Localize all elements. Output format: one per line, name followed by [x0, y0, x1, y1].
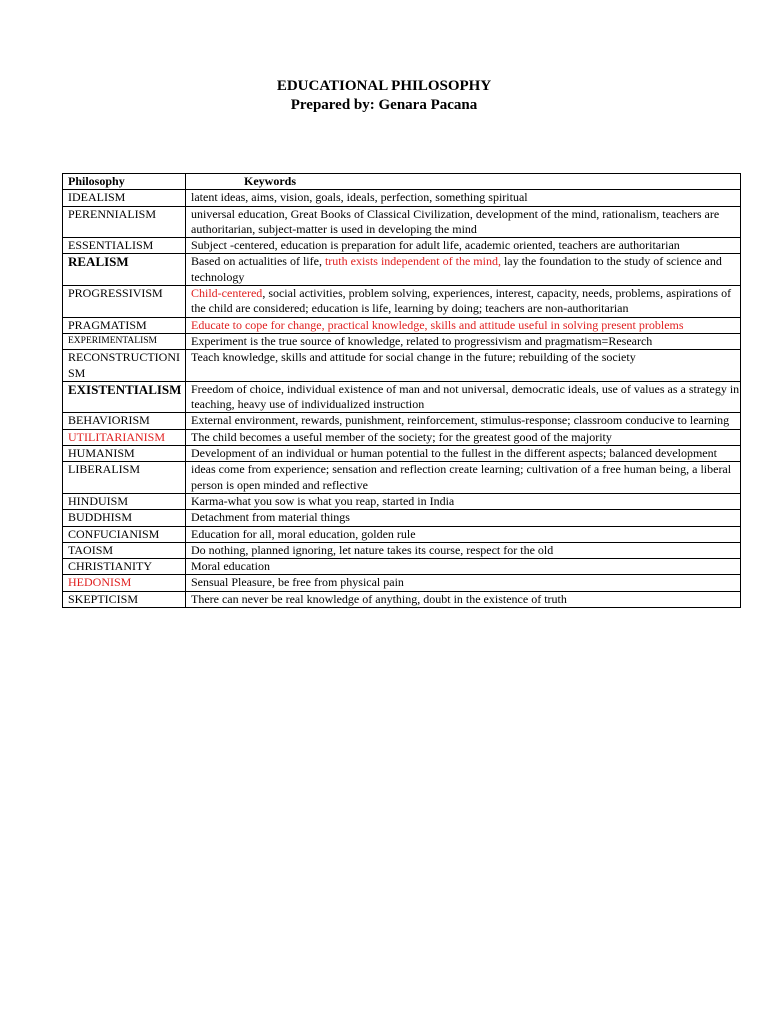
column-header-philosophy: Philosophy	[63, 174, 186, 190]
philosophy-name: BUDDHISM	[63, 510, 186, 526]
philosophy-name: PROGRESSIVISM	[63, 286, 186, 318]
table-row	[63, 559, 741, 575]
philosophy-name: LIBERALISM	[63, 462, 186, 494]
philosophy-keywords: Education for all, moral education, golden rule	[186, 526, 741, 542]
philosophy-name: SKEPTICISM	[63, 591, 186, 607]
philosophy-name: PERENNIALISM	[63, 206, 186, 238]
philosophy-name: BEHAVIORISM	[63, 413, 186, 429]
table-header-row	[63, 174, 741, 190]
philosophy-keywords: Detachment from material things	[186, 510, 741, 526]
philosophy-name: IDEALISM	[63, 190, 186, 206]
table-row	[63, 493, 741, 509]
philosophy-keywords: External environment, rewards, punishment, reinforcement, stimulus-response; classroom conducive to learning	[186, 413, 741, 429]
philosophy-keywords: Experiment is the true source of knowledge, related to progressivism and pragmatism=Research	[186, 333, 741, 349]
table-row	[63, 429, 741, 445]
table-row	[63, 510, 741, 526]
philosophy-keywords: There can never be real knowledge of anything, doubt in the existence of truth	[186, 591, 741, 607]
philosophy-name: REALISM	[63, 254, 186, 286]
philosophy-keywords: Development of an individual or human potential to the fullest in the different aspects; balanced development	[186, 446, 741, 462]
table-row	[63, 413, 741, 429]
philosophy-name: TAOISM	[63, 542, 186, 558]
document-subtitle: Prepared by: Genara Pacana	[290, 97, 478, 113]
philosophy-keywords: Educate to cope for change, practical knowledge, skills and attitude useful in solving present problems	[186, 317, 741, 333]
philosophy-name: PRAGMATISM	[63, 317, 186, 333]
table-row	[63, 333, 741, 349]
philosophy-keywords: Freedom of choice, individual existence of man and not universal, democratic ideals, use of values as a strategy in teaching, heavy use of individualized instruction	[186, 381, 741, 413]
table-row	[63, 254, 741, 286]
table-row	[63, 206, 741, 238]
table-row	[63, 317, 741, 333]
philosophy-table	[62, 173, 741, 608]
table-row	[63, 575, 741, 591]
philosophy-name: HINDUISM	[63, 493, 186, 509]
philosophy-name: CHRISTIANITY	[63, 559, 186, 575]
philosophy-name: HUMANISM	[63, 446, 186, 462]
table-row	[63, 542, 741, 558]
table-row	[63, 238, 741, 254]
philosophy-name: EXPERIMENTALISM	[63, 333, 186, 349]
table-row	[63, 462, 741, 494]
table-row	[63, 446, 741, 462]
philosophy-keywords: Child-centered, social activities, problem solving, experiences, interest, capacity, needs, problems, aspirations of the child are considered; education is life, learning by doing; teachers are non-authoritarian	[186, 286, 741, 318]
philosophy-keywords: ideas come from experience; sensation and reflection create learning; cultivation of a free human being, a liberal person is open minded and reflective	[186, 462, 741, 494]
philosophy-keywords: Karma-what you sow is what you reap, started in India	[186, 493, 741, 509]
table-row	[63, 350, 741, 382]
philosophy-keywords: Moral education	[186, 559, 741, 575]
table-row	[63, 381, 741, 413]
table-row	[63, 190, 741, 206]
philosophy-keywords: latent ideas, aims, vision, goals, ideals, perfection, something spiritual	[186, 190, 741, 206]
philosophy-name: HEDONISM	[63, 575, 186, 591]
table-row	[63, 526, 741, 542]
philosophy-name: EXISTENTIALISM	[63, 381, 186, 413]
table-row	[63, 286, 741, 318]
philosophy-keywords: Teach knowledge, skills and attitude for social change in the future; rebuilding of the society	[186, 350, 741, 382]
philosophy-name: RECONSTRUCTIONISM	[63, 350, 186, 382]
philosophy-name: UTILITARIANISM	[63, 429, 186, 445]
document-title: EDUCATIONAL PHILOSOPHY	[276, 78, 492, 94]
philosophy-name: ESSENTIALISM	[63, 238, 186, 254]
philosophy-keywords: Based on actualities of life, truth exists independent of the mind, lay the foundation to the study of science and technology	[186, 254, 741, 286]
philosophy-keywords: Do nothing, planned ignoring, let nature takes its course, respect for the old	[186, 542, 741, 558]
philosophy-keywords: universal education, Great Books of Classical Civilization, development of the mind, rationalism, teachers are authoritarian, subject-matter is used in developing the mind	[186, 206, 741, 238]
philosophy-name: CONFUCIANISM	[63, 526, 186, 542]
philosophy-keywords: Sensual Pleasure, be free from physical pain	[186, 575, 741, 591]
column-header-keywords: Keywords	[186, 174, 741, 190]
philosophy-keywords: Subject -centered, education is preparation for adult life, academic oriented, teachers are authoritarian	[186, 238, 741, 254]
philosophy-keywords: The child becomes a useful member of the society; for the greatest good of the majority	[186, 429, 741, 445]
table-row	[63, 591, 741, 607]
